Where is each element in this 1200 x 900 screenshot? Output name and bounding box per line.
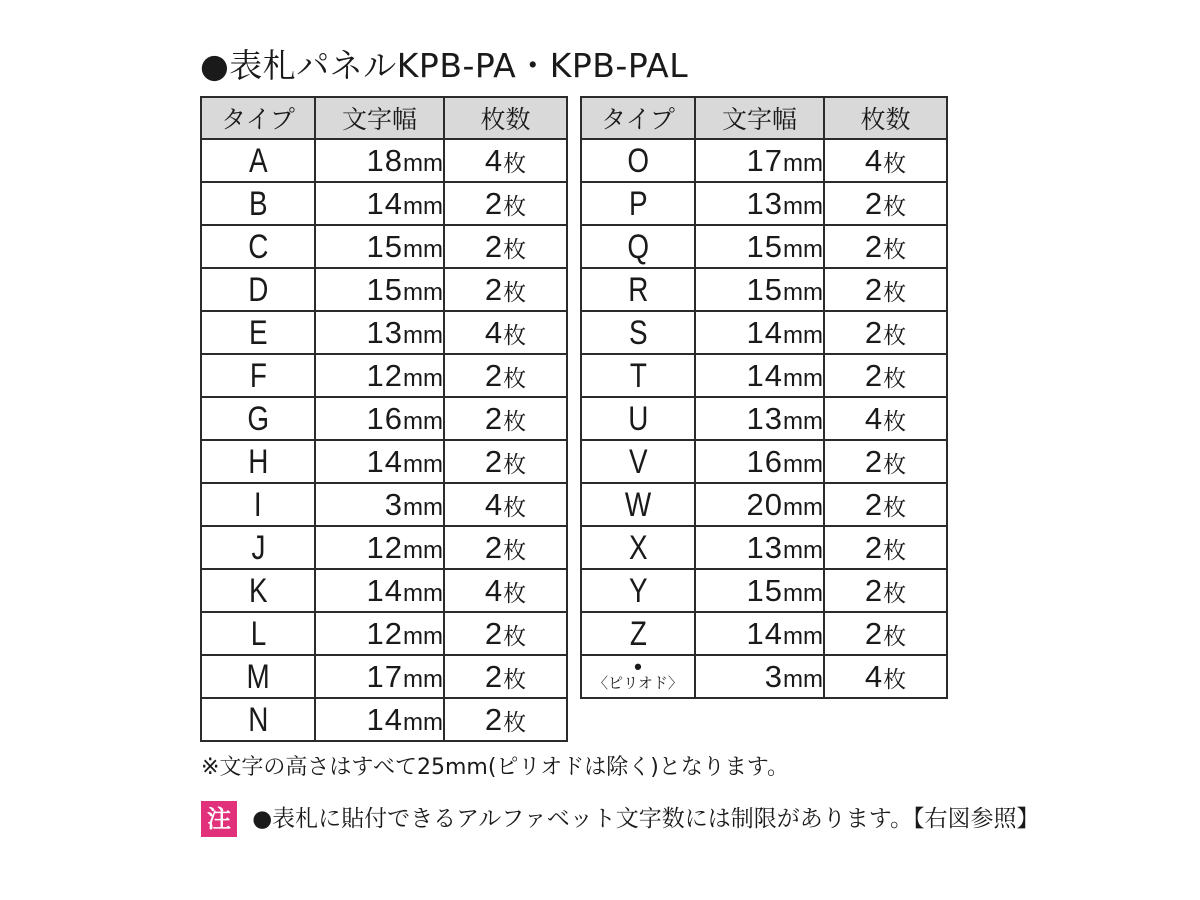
- width-value: 17: [746, 142, 784, 178]
- count-cell: [444, 311, 567, 354]
- width-unit: mm: [403, 278, 443, 306]
- letter-type: B: [248, 184, 268, 223]
- count-value: 2: [484, 228, 504, 264]
- width-value: 14: [746, 314, 784, 350]
- type-cell: [581, 354, 695, 397]
- count-cell: [824, 311, 947, 354]
- header-count: 枚数: [444, 97, 567, 139]
- count-unit: 枚: [883, 236, 907, 263]
- letter-type: N: [247, 700, 269, 739]
- count-cell: [444, 440, 567, 483]
- width-unit: mm: [403, 665, 443, 693]
- type-cell: [581, 655, 695, 698]
- count-unit: 枚: [883, 408, 907, 435]
- count-unit: 枚: [503, 408, 527, 435]
- height-note: ※文字の高さはすべて25mm(ピリオドは除く)となります。: [201, 755, 790, 780]
- count-cell: [824, 483, 947, 526]
- letter-type: L: [250, 614, 266, 653]
- table-row: [201, 354, 567, 397]
- table-row: [201, 397, 567, 440]
- width-value: 14: [366, 572, 404, 608]
- width-value: 15: [746, 572, 784, 608]
- width-cell: [695, 182, 824, 225]
- width-value: 16: [366, 400, 404, 436]
- width-value: 14: [746, 615, 784, 651]
- width-cell: [315, 182, 444, 225]
- letter-type: O: [627, 141, 649, 180]
- width-value: 12: [366, 615, 404, 651]
- letter-type: X: [628, 528, 648, 567]
- width-value: 15: [746, 228, 784, 264]
- count-cell: [444, 225, 567, 268]
- table-row: [201, 139, 567, 182]
- caution-text: ●表札に貼付できるアルファベット文字数には制限があります。【右図参照】: [252, 806, 1040, 832]
- type-cell: [201, 311, 315, 354]
- width-cell: [315, 397, 444, 440]
- count-cell: [824, 612, 947, 655]
- letter-type: H: [247, 442, 269, 481]
- width-unit: mm: [783, 192, 823, 220]
- count-cell: [824, 182, 947, 225]
- width-value: 15: [746, 271, 784, 307]
- width-value: 16: [746, 443, 784, 479]
- type-cell: [581, 225, 695, 268]
- type-cell: [581, 526, 695, 569]
- header-width: 文字幅: [695, 97, 824, 139]
- period-symbol: •: [634, 654, 642, 679]
- width-unit: mm: [783, 235, 823, 263]
- width-unit: mm: [783, 579, 823, 607]
- count-value: 2: [864, 228, 884, 264]
- width-unit: mm: [783, 493, 823, 521]
- count-unit: 枚: [883, 623, 907, 650]
- count-unit: 枚: [503, 365, 527, 392]
- width-cell: [695, 440, 824, 483]
- count-cell: [444, 698, 567, 741]
- count-unit: 枚: [503, 150, 527, 177]
- width-value: 18: [366, 142, 404, 178]
- count-unit: 枚: [883, 365, 907, 392]
- width-unit: mm: [403, 149, 443, 177]
- type-cell: [201, 397, 315, 440]
- table-row: [581, 182, 947, 225]
- table-row: [581, 354, 947, 397]
- table-row: [201, 526, 567, 569]
- width-unit: mm: [783, 665, 823, 693]
- table-row: [581, 225, 947, 268]
- width-value: 14: [746, 357, 784, 393]
- count-cell: [824, 569, 947, 612]
- table-row: [581, 268, 947, 311]
- count-value: 2: [484, 400, 504, 436]
- count-value: 2: [864, 185, 884, 221]
- type-cell: [581, 440, 695, 483]
- letter-type: Y: [628, 571, 648, 610]
- table-row: [201, 655, 567, 698]
- width-cell: [315, 440, 444, 483]
- letter-type: E: [248, 313, 268, 352]
- type-cell: [581, 311, 695, 354]
- width-value: 12: [366, 529, 404, 565]
- letter-type: S: [628, 313, 648, 352]
- table-row: [201, 569, 567, 612]
- count-unit: 枚: [503, 580, 527, 607]
- type-cell: [581, 397, 695, 440]
- type-cell: [581, 612, 695, 655]
- width-value: 3: [384, 486, 404, 522]
- table-row: [201, 440, 567, 483]
- type-cell: [581, 139, 695, 182]
- table-row: [201, 268, 567, 311]
- count-value: 4: [864, 658, 884, 694]
- width-value: 15: [366, 271, 404, 307]
- width-cell: [695, 268, 824, 311]
- count-unit: 枚: [503, 494, 527, 521]
- letter-type: G: [247, 399, 269, 438]
- count-value: 4: [484, 572, 504, 608]
- table-row: [581, 311, 947, 354]
- width-value: 14: [366, 443, 404, 479]
- type-cell: [201, 569, 315, 612]
- count-value: 2: [484, 615, 504, 651]
- count-cell: [444, 354, 567, 397]
- width-unit: mm: [403, 235, 443, 263]
- count-value: 2: [484, 658, 504, 694]
- width-unit: mm: [403, 536, 443, 564]
- type-cell: [201, 354, 315, 397]
- type-cell: [201, 268, 315, 311]
- count-value: 2: [864, 615, 884, 651]
- width-cell: [315, 354, 444, 397]
- count-value: 2: [864, 529, 884, 565]
- width-value: 3: [764, 658, 784, 694]
- width-unit: mm: [403, 493, 443, 521]
- width-cell: [695, 311, 824, 354]
- type-cell: [201, 440, 315, 483]
- letter-type: Z: [629, 614, 647, 653]
- width-cell: [695, 612, 824, 655]
- type-cell: [201, 612, 315, 655]
- count-value: 2: [864, 486, 884, 522]
- width-cell: [315, 483, 444, 526]
- letter-table-right: [580, 96, 948, 699]
- letter-type: D: [247, 270, 269, 309]
- count-unit: 枚: [883, 322, 907, 349]
- count-value: 2: [484, 271, 504, 307]
- type-cell: [581, 268, 695, 311]
- count-value: 2: [864, 271, 884, 307]
- width-unit: mm: [783, 278, 823, 306]
- count-cell: [824, 655, 947, 698]
- count-value: 2: [864, 443, 884, 479]
- letter-type: U: [627, 399, 649, 438]
- letter-type: V: [628, 442, 648, 481]
- width-cell: [695, 526, 824, 569]
- count-cell: [444, 139, 567, 182]
- table-row: [581, 483, 947, 526]
- table-row: [581, 440, 947, 483]
- count-value: 4: [484, 486, 504, 522]
- count-cell: [824, 139, 947, 182]
- count-unit: 枚: [883, 537, 907, 564]
- width-cell: [695, 139, 824, 182]
- count-unit: 枚: [883, 193, 907, 220]
- type-cell: [201, 182, 315, 225]
- width-unit: mm: [403, 450, 443, 478]
- type-cell: [201, 225, 315, 268]
- table-header-row: [581, 97, 947, 139]
- count-unit: 枚: [503, 451, 527, 478]
- type-cell: [201, 698, 315, 741]
- type-cell: [201, 655, 315, 698]
- width-cell: [315, 268, 444, 311]
- table-row: [201, 311, 567, 354]
- table-row: [581, 139, 947, 182]
- width-cell: [315, 612, 444, 655]
- count-value: 4: [484, 142, 504, 178]
- letter-type: T: [629, 356, 647, 395]
- page-title: ●表札パネルKPB-PA・KPB-PAL: [200, 46, 689, 85]
- count-value: 4: [484, 314, 504, 350]
- width-value: 13: [746, 400, 784, 436]
- table-row: [201, 225, 567, 268]
- width-cell: [315, 526, 444, 569]
- letter-type: F: [249, 356, 267, 395]
- letter-type: R: [627, 270, 649, 309]
- count-cell: [444, 483, 567, 526]
- count-unit: 枚: [503, 279, 527, 306]
- width-unit: mm: [783, 149, 823, 177]
- count-unit: 枚: [503, 537, 527, 564]
- table-row: [581, 569, 947, 612]
- count-cell: [824, 526, 947, 569]
- width-cell: [695, 225, 824, 268]
- width-unit: mm: [783, 450, 823, 478]
- count-cell: [824, 397, 947, 440]
- table-header-row: [201, 97, 567, 139]
- width-value: 14: [366, 701, 404, 737]
- width-value: 20: [746, 486, 784, 522]
- letter-table-left: [200, 96, 568, 742]
- count-value: 2: [484, 357, 504, 393]
- count-value: 2: [864, 314, 884, 350]
- width-cell: [695, 655, 824, 698]
- width-cell: [315, 311, 444, 354]
- letter-type: M: [246, 657, 270, 696]
- width-value: 12: [366, 357, 404, 393]
- count-cell: [444, 526, 567, 569]
- letter-type: Q: [627, 227, 649, 266]
- width-unit: mm: [403, 364, 443, 392]
- letter-type: W: [624, 485, 652, 524]
- letter-type: P: [628, 184, 648, 223]
- type-cell: [581, 483, 695, 526]
- count-cell: [824, 440, 947, 483]
- table-row: [201, 612, 567, 655]
- width-cell: [695, 397, 824, 440]
- width-value: 13: [746, 529, 784, 565]
- count-cell: [444, 182, 567, 225]
- count-value: 2: [484, 701, 504, 737]
- table-row-period: [581, 655, 947, 698]
- width-value: 15: [366, 228, 404, 264]
- table-row: [201, 483, 567, 526]
- width-unit: mm: [403, 321, 443, 349]
- letter-type: C: [247, 227, 269, 266]
- count-cell: [444, 612, 567, 655]
- width-unit: mm: [403, 579, 443, 607]
- width-cell: [695, 354, 824, 397]
- count-unit: 枚: [883, 494, 907, 521]
- width-unit: mm: [783, 321, 823, 349]
- width-unit: mm: [783, 407, 823, 435]
- count-value: 2: [484, 529, 504, 565]
- table-row: [581, 612, 947, 655]
- type-cell: [201, 139, 315, 182]
- width-cell: [315, 225, 444, 268]
- header-count: 枚数: [824, 97, 947, 139]
- count-unit: 枚: [883, 279, 907, 306]
- count-cell: [824, 354, 947, 397]
- width-cell: [315, 139, 444, 182]
- type-cell: [581, 569, 695, 612]
- count-unit: 枚: [503, 709, 527, 736]
- width-cell: [695, 483, 824, 526]
- letter-type: J: [251, 528, 265, 567]
- count-cell: [444, 268, 567, 311]
- width-value: 13: [366, 314, 404, 350]
- header-type: タイプ: [201, 97, 315, 139]
- count-cell: [824, 268, 947, 311]
- letter-type: A: [248, 141, 268, 180]
- header-width: 文字幅: [315, 97, 444, 139]
- width-unit: mm: [783, 622, 823, 650]
- width-unit: mm: [403, 407, 443, 435]
- table-row: [581, 397, 947, 440]
- width-value: 17: [366, 658, 404, 694]
- count-value: 4: [864, 142, 884, 178]
- count-value: 2: [864, 357, 884, 393]
- count-unit: 枚: [883, 580, 907, 607]
- table-row: [201, 182, 567, 225]
- width-cell: [315, 655, 444, 698]
- count-unit: 枚: [503, 666, 527, 693]
- count-unit: 枚: [503, 623, 527, 650]
- width-cell: [315, 569, 444, 612]
- letter-type: I: [254, 485, 262, 524]
- width-cell: [695, 569, 824, 612]
- count-cell: [824, 225, 947, 268]
- count-value: 2: [484, 185, 504, 221]
- count-cell: [444, 569, 567, 612]
- width-unit: mm: [403, 708, 443, 736]
- count-cell: [444, 397, 567, 440]
- type-cell: [201, 526, 315, 569]
- count-value: 2: [484, 443, 504, 479]
- width-unit: mm: [783, 536, 823, 564]
- width-cell: [315, 698, 444, 741]
- width-unit: mm: [403, 622, 443, 650]
- width-unit: mm: [783, 364, 823, 392]
- caution-badge: 注: [201, 801, 237, 837]
- width-value: 13: [746, 185, 784, 221]
- count-value: 4: [864, 400, 884, 436]
- count-unit: 枚: [503, 322, 527, 349]
- count-unit: 枚: [503, 236, 527, 263]
- table-row: [581, 526, 947, 569]
- letter-type: K: [248, 571, 268, 610]
- count-unit: 枚: [503, 193, 527, 220]
- header-type: タイプ: [581, 97, 695, 139]
- type-cell: [581, 182, 695, 225]
- count-value: 2: [864, 572, 884, 608]
- count-unit: 枚: [883, 451, 907, 478]
- caution-row: [201, 801, 1039, 837]
- count-cell: [444, 655, 567, 698]
- width-value: 14: [366, 185, 404, 221]
- table-row: [201, 698, 567, 741]
- count-unit: 枚: [883, 150, 907, 177]
- period-label: 〈ピリオド〉: [593, 674, 683, 692]
- count-unit: 枚: [883, 666, 907, 693]
- width-unit: mm: [403, 192, 443, 220]
- type-cell: [201, 483, 315, 526]
